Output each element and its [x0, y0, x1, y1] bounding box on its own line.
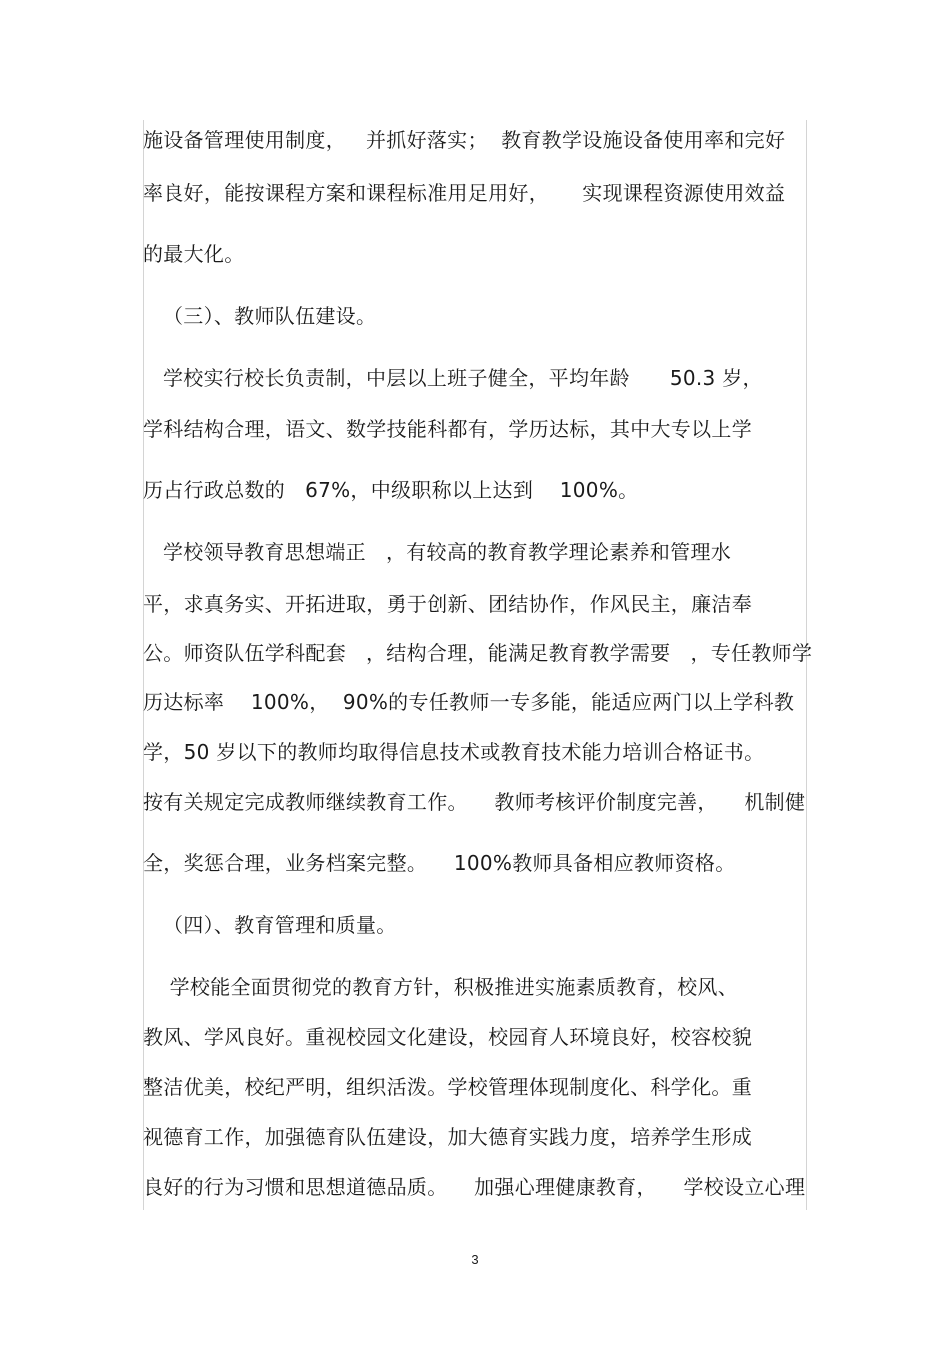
text-line: 视德育工作，加强德育队伍建设，加大德育实践力度，培养学生形成 — [143, 1125, 752, 1149]
text-line: 平，求真务实、开拓进取，勇于创新、团结协作，作风民主，廉洁奉 — [143, 592, 752, 616]
text-line: 按有关规定完成教师继续教育工作。 教师考核评价制度完善， 机制健 — [143, 790, 806, 814]
text-line: 率良好，能按课程方案和课程标准用足用好， 实现课程资源使用效益 — [143, 181, 786, 205]
text-line: 的最大化。 — [143, 242, 245, 266]
text-line: 良好的行为习惯和思想道德品质。 加强心理健康教育， 学校设立心理 — [143, 1175, 806, 1199]
text-line: 教风、学风良好。重视校园文化建设，校园育人环境良好，校容校貌 — [143, 1025, 752, 1049]
text-line: 学校领导教育思想端正 ，有较高的教育教学理论素养和管理水 — [143, 540, 732, 564]
text-line: 学校实行校长负责制，中层以上班子健全，平均年龄 50.3 岁， — [143, 366, 763, 390]
text-line: 学校能全面贯彻党的教育方针，积极推进实施素质教育，校风、 — [143, 975, 739, 999]
text-line: 历达标率 100%， 90%的专任教师一专多能，能适应两门以上学科教 — [143, 690, 795, 714]
text-line: 公。师资队伍学科配套 ，结构合理，能满足教育教学需要 ，专任教师学 — [143, 641, 813, 665]
page-number: 3 — [471, 1252, 479, 1267]
text-line: 学科结构合理，语文、数学技能科都有，学历达标，其中大专以上学 — [143, 417, 752, 441]
section-heading-3: （三）、教师队伍建设。 — [143, 304, 377, 328]
section-heading-4: （四）、教育管理和质量。 — [143, 913, 397, 937]
text-line: 学，50 岁以下的教师均取得信息技术或教育技术能力培训合格证书。 — [143, 740, 765, 764]
text-line: 历占行政总数的 67%，中级职称以上达到 100%。 — [143, 478, 639, 502]
text-line: 整洁优美，校纪严明，组织活泼。学校管理体现制度化、科学化。重 — [143, 1075, 752, 1099]
text-line: 施设备管理使用制度， 并抓好落实； 教育教学设施设备使用率和完好 — [143, 128, 786, 152]
text-line: 全，奖惩合理，业务档案完整。 100%教师具备相应教师资格。 — [143, 851, 736, 875]
